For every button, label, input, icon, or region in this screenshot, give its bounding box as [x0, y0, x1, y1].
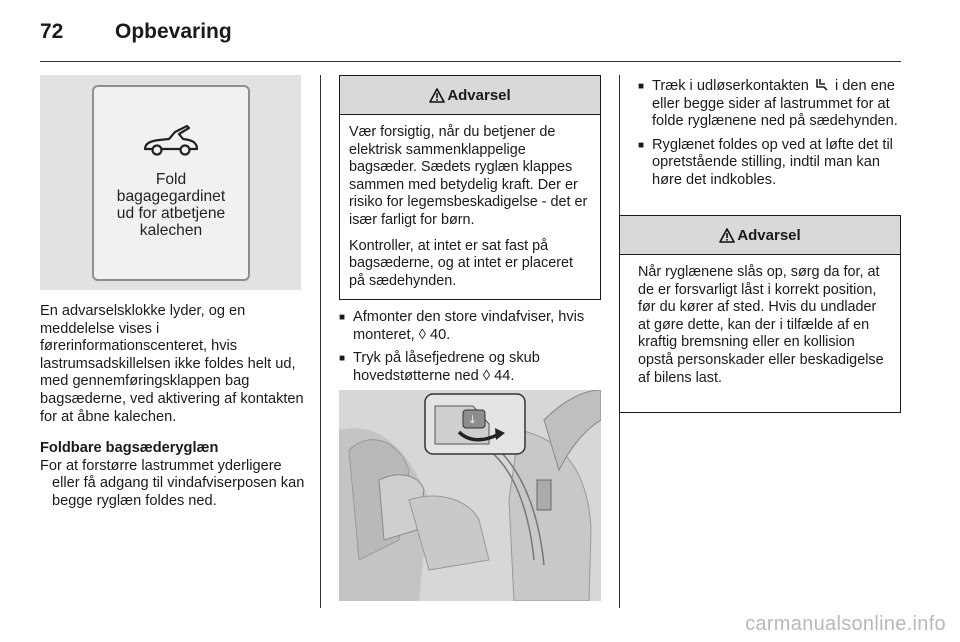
list-item	[638, 137, 902, 190]
page-reference[interactable]: 40.	[425, 326, 451, 343]
bullet-text: Ryglænet foldes op ved at løfte det til opretstående stilling, indtil man kan høre det indkobles.	[652, 136, 893, 188]
list-item	[339, 309, 601, 344]
message-line: ud for atbetjene	[116, 205, 226, 222]
page-reference[interactable]: 44.	[490, 367, 515, 384]
bullet-square-icon: ■	[638, 81, 645, 92]
page-header	[40, 18, 920, 62]
bullet-text: Afmonter den store vindafviser, hvis monteret,	[353, 309, 585, 343]
car-interior-illustration	[339, 390, 601, 601]
bullet-text: i den ene eller begge sider af lastrummet for at folde ryglænene ned på sædehynden.	[652, 78, 898, 130]
warning-title: Advarsel	[737, 226, 801, 244]
column-divider-left	[320, 75, 321, 608]
warning-paragraph: Når ryglænene slås op, sørg da for, at de er forsvarligt låst i korrekt position, før du kører af sted. Hvis du undlader at gøre dette, kan der i tilfælde af en kraftig bremsning eller en kollision opstå personskader eller beskadigelse af bilens last.	[638, 264, 884, 386]
figure-display-message	[40, 75, 301, 290]
left-column-text	[40, 303, 307, 523]
subheading: Foldbare bagsæderyglæn	[40, 440, 219, 457]
warning-paragraph: Kontroller, at intet er sat fast på bagsæderne, og at intet er placeret på sædehynden.	[349, 237, 573, 289]
body-paragraph: For at forstørre lastrummet yderligere eller få adgang til vindafviserposen kan begge ryglæn foldes ned.	[40, 457, 305, 509]
middle-column-bullets	[339, 309, 601, 391]
list-item	[638, 78, 902, 131]
display-message-text	[117, 171, 225, 239]
figure-car-interior	[339, 390, 601, 601]
seat-release-icon: ⤓	[470, 413, 475, 426]
message-line: Fold	[155, 171, 187, 188]
bullet-square-icon: ■	[339, 353, 346, 365]
seat-release-icon	[815, 78, 829, 91]
warning-box	[339, 75, 601, 300]
warning-body	[340, 115, 600, 302]
warning-triangle-icon	[719, 228, 735, 243]
warning-title: Advarsel	[447, 86, 511, 104]
display-message-panel	[92, 85, 250, 281]
warning-triangle-icon	[429, 88, 445, 103]
message-line: kalechen	[139, 222, 203, 239]
header-rule	[40, 61, 901, 62]
page-number: 72	[40, 20, 64, 43]
section-title: Opbevaring	[115, 20, 232, 43]
bullet-square-icon: ■	[638, 139, 645, 151]
page-reference-icon: ◊	[482, 367, 491, 384]
right-column-bullets	[638, 78, 902, 196]
bullet-square-icon: ■	[339, 312, 346, 323]
watermark: carmanualsonline.info	[745, 613, 946, 635]
warning-paragraph: Vær forsigtig, når du betjener de elektrisk sammenklappelige bagsæder. Sædets ryglæn klappes sammen med betydelig kraft. Der er risiko for legemsbeskadigelse - det er især farligt for børn.	[349, 124, 588, 228]
zoom-inset	[425, 394, 525, 454]
page-reference-icon: ◊	[418, 326, 426, 343]
warning-box	[619, 215, 901, 413]
message-line: bagagegardinet	[116, 188, 226, 205]
body-paragraph: En advarselsklokke lyder, og en meddelelse vises i førerinformationscenteret, hvis lastrumsadskillelsen ikke foldes helt ud, med gennemføringsklappen bag bagsæderne, ved aktivering af kontakten for at åbne kalechen.	[40, 303, 304, 425]
warning-header	[340, 76, 600, 115]
bullet-text: Træk i udløserkontakten	[652, 78, 809, 94]
bullet-text: Tryk på låsefjedrene og skub hovedstøtterne ned	[353, 350, 540, 384]
warning-header	[620, 216, 900, 255]
list-item	[339, 350, 601, 385]
warning-body	[620, 255, 900, 399]
convertible-car-icon	[139, 123, 203, 159]
